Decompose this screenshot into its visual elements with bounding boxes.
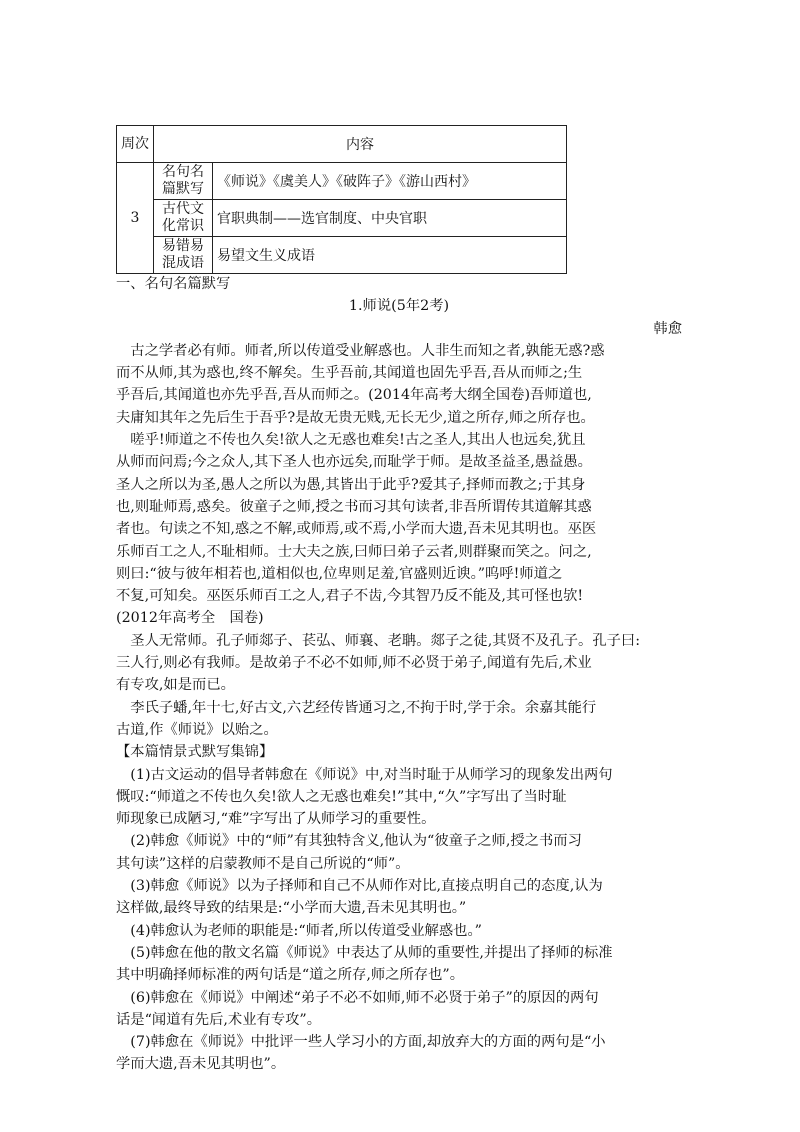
text-line: 古道,作《师说》以贻之。 <box>116 721 278 738</box>
exercise-line: (7)韩愈在《师说》中批评一些人学习小的方面,却放弃大的方面的两句是“小 <box>116 1034 606 1051</box>
exercise-line: 其句读”这样的启蒙教师不是自己所说的“师”。 <box>116 855 410 872</box>
content-cell: 《师说》《虞美人》《破阵子》《游山西村》 <box>213 163 567 200</box>
text-line: 古之学者必有师。师者,所以传道受业解惑也。人非生而知之者,孰能无惑?惑 <box>116 342 605 359</box>
text-line: 有专攻,如是而已。 <box>116 677 235 694</box>
text-line: 乎吾后,其闻道也亦先乎吾,吾从而师之。(2014年高考大纲全国卷)吾师道也, <box>116 387 592 404</box>
exercise-heading: 【本篇情景式默写集锦】 <box>116 744 274 761</box>
section-heading: 一、名句名篇默写 <box>116 276 231 292</box>
text-line: 也,则耻师焉,惑矣。彼童子之师,授之书而习其句读者,非吾所谓传其道解其惑 <box>116 498 592 515</box>
exercise-line: 慨叹:“师道之不传也久矣!欲人之无惑也难矣!”其中,“久”字写出了当时耻 <box>116 788 567 805</box>
category-cell: 易错易混成语 <box>154 237 213 274</box>
text-line: 从师而问焉;今之众人,其下圣人也亦远矣,而耻学于师。是故圣益圣,愚益愚。 <box>116 454 592 471</box>
text-line: 三人行,则必有我师。是故弟子不必不如师,师不必贤于弟子,闻道有先后,术业 <box>116 655 592 672</box>
content-cell: 易望文生义成语 <box>213 237 567 274</box>
category-cell: 古代文化常识 <box>154 200 213 237</box>
exercise-line: 学而大遗,吾未见其明也”。 <box>116 1056 286 1073</box>
document-body <box>116 273 682 1076</box>
schedule-table <box>116 125 567 274</box>
week-number-cell: 3 <box>117 163 154 274</box>
content-cell: 官职典制——选官制度、中央官职 <box>213 200 567 237</box>
text-line: 李氏子蟠,年十七,好古文,六艺经传皆通习之,不拘于时,学于余。余嘉其能行 <box>116 699 597 716</box>
exercise-line: 话是“闻道有先后,术业有专攻”。 <box>116 1011 322 1028</box>
text-line: 乐师百工之人,不耻相师。士大夫之族,曰师曰弟子云者,则群聚而笑之。问之, <box>116 543 592 560</box>
text-line: 而不从师,其为惑也,终不解矣。生乎吾前,其闻道也固先乎吾,吾从而师之;生 <box>116 365 583 382</box>
table-row <box>117 237 567 274</box>
table-row <box>117 200 567 237</box>
exercise-line: (3)韩愈《师说》以为子择师和自己不从师作对比,直接点明自己的态度,认为 <box>116 878 603 895</box>
exercise-line: (5)韩愈在他的散文名篇《师说》中表达了从师的重要性,并提出了择师的标准 <box>116 944 613 961</box>
article-author: 韩愈 <box>653 320 682 337</box>
article-text <box>116 340 682 741</box>
exercise-line: 师现象已成陋习,“难”字写出了从师学习的重要性。 <box>116 811 436 828</box>
exercise-text <box>116 764 682 1076</box>
text-line: 圣人之所以为圣,愚人之所以为愚,其皆出于此乎?爱其子,择师而教之;于其身 <box>116 476 586 493</box>
category-cell: 名句名篇默写 <box>154 163 213 200</box>
exercise-line: 其中明确择师标准的两句话是“道之所存,师之所存也”。 <box>116 967 464 984</box>
text-line: 不复,可知矣。巫医乐师百工之人,君子不齿,今其智乃反不能及,其可怪也欤! <box>116 588 584 605</box>
exercise-line: (2)韩愈《师说》中的“师”有其独特含义,他认为“彼童子之师,授之书而习 <box>116 833 582 850</box>
text-line: 圣人无常师。孔子师郯子、苌弘、师襄、老聃。郯子之徒,其贤不及孔子。孔子曰: <box>116 632 641 649</box>
text-line: 者也。句读之不知,惑之不解,或师焉,或不焉,小学而大遗,吾未见其明也。巫医 <box>116 521 597 538</box>
text-line: 嗟乎!师道之不传也久矣!欲人之无惑也难矣!古之圣人,其出人也远矣,犹且 <box>116 432 586 449</box>
exercise-line: (6)韩愈在《师说》中阐述“弟子不必不如师,师不必贤于弟子”的原因的两句 <box>116 989 599 1006</box>
content-header-cell: 内容 <box>154 126 567 163</box>
text-line: 则曰:“彼与彼年相若也,道相似也,位卑则足羞,官盛则近谀。”呜呼!师道之 <box>116 565 563 582</box>
text-line: (2012年高考全 国卷) <box>116 610 264 627</box>
exercise-line: 这样做,最终导致的结果是:“小学而大遗,吾未见其明也。” <box>116 900 467 917</box>
text-line: 夫庸知其年之先后生于吾乎?是故无贵无贱,无长无少,道之所存,师之所存也。 <box>116 409 595 426</box>
article-title: 1.师说(5年2考) <box>348 298 450 315</box>
exercise-line: (4)韩愈认为老师的职能是:“师者,所以传道受业解惑也。” <box>116 922 482 939</box>
week-header-cell: 周次 <box>117 126 154 163</box>
table-header-row <box>117 126 567 163</box>
table-row <box>117 163 567 200</box>
exercise-line: (1)古文运动的倡导者韩愈在《师说》中,对当时耻于从师学习的现象发出两句 <box>116 766 613 783</box>
